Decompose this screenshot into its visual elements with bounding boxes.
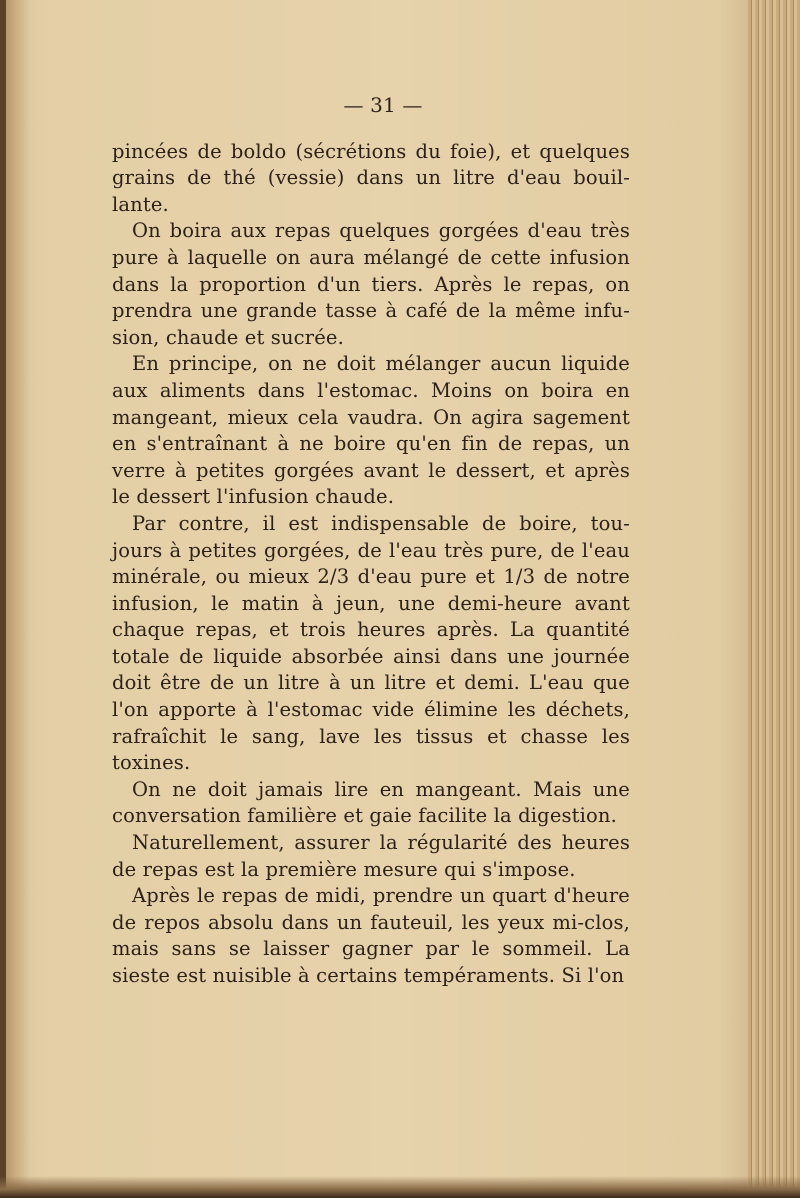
paragraph-7: Après le repas de midi, prendre un quart d'heure de repos absolu dans un fauteuil, les yeux mi-clos, mais sans se laisser gagner par le sommeil. La sieste est nuisible à certains tempéraments. Si l'on [112, 884, 630, 987]
binding-edge [0, 0, 6, 1198]
paragraph-2: On boira aux repas quelques gorgées d'eau très pure à laquelle on aura mélangé de cette infusion dans la proportion d'un tiers. Après le repas, on prendra une grande tasse à café de la même infu-sion, chaude et sucrée. [112, 219, 630, 349]
paragraph-3: En principe, on ne doit mélanger aucun liquide aux aliments dans l'estomac. Moins on boira en mangeant, mieux cela vaudra. On agira sagement en s'entraînant à ne boire qu'en fin de repas, un verre à petites gorgées avant le dessert, et après le dessert l'infusion chaude. [112, 352, 630, 509]
paragraph-5: On ne doit jamais lire en mangeant. Mais une conversation familière et gaie facilite la digestion. [112, 777, 630, 828]
paragraph-4: Par contre, il est indispensable de boire, tou-jours à petites gorgées, de l'eau très pure, de l'eau minérale, ou mieux 2/3 d'eau pure et 1/3 de notre infusion, le matin à jeun, une demi-heure avant chaque repas, et trois heures après. La quantité totale de liquide absorbée ainsi dans une journée doit être de un litre à un litre et demi. L'eau que l'on apporte à l'estomac vide élimine les déchets, rafraîchit le sang, lave les tissus et chasse les toxines. [112, 511, 630, 775]
paragraph-1: pincées de boldo (sécrétions du foie), et quelques grains de thé (vessie) dans un litre d'eau bouil-lante. [112, 139, 630, 216]
page-number: — 31 — [343, 93, 423, 117]
bottom-edge [0, 1176, 800, 1198]
paragraph-6: Naturellement, assurer la régularité des heures de repas est la première mesure qui s'impose. [112, 831, 630, 881]
page-edges [748, 0, 800, 1198]
page-text [112, 92, 630, 990]
